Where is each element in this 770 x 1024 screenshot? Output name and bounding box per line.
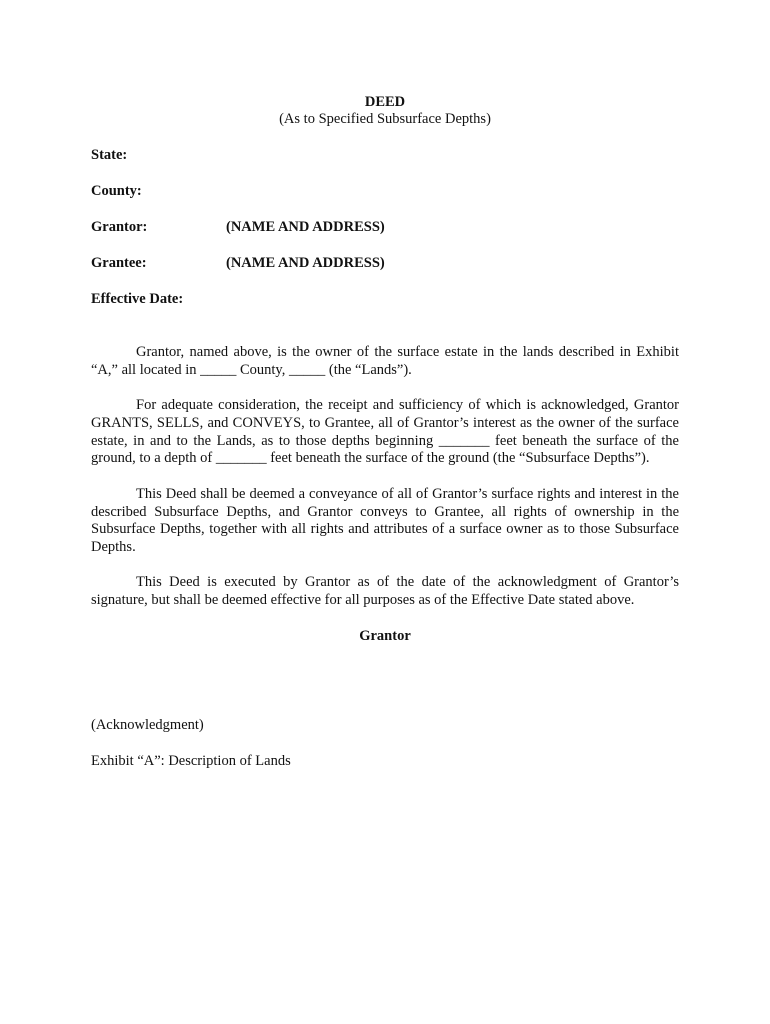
field-state xyxy=(91,147,679,164)
deed-document xyxy=(91,94,679,789)
field-grantor xyxy=(91,219,679,236)
county-label: County: xyxy=(91,183,142,199)
grantee-value: (NAME AND ADDRESS) xyxy=(226,255,385,271)
field-grantee xyxy=(91,255,679,272)
grantee-label: Grantee: xyxy=(91,255,147,271)
paragraph-execution: This Deed is executed by Grantor as of the date of the acknowledgment of Grantor’s signature, but shall be deemed effective for all purposes as of the Effective Date stated above. xyxy=(91,574,679,609)
state-label: State: xyxy=(91,147,128,163)
paragraph-conveyance: For adequate consideration, the receipt and sufficiency of which is acknowledged, Grantor GRANTS, SELLS, and CONVEYS, to Grantee, all of Grantor’s interest as the owner of the surface estate, in and to the Lands, as to those depths beginning _______ feet beneath the surface of the ground, to a depth of _______ feet beneath the surface of the ground (the “Subsurface Depths”). xyxy=(91,397,679,467)
county-value xyxy=(226,183,679,200)
paragraph-rights: This Deed shall be deemed a conveyance of all of Grantor’s surface rights and interest in the described Subsurface Depths, and Grantor conveys to Grantee, all rights of ownership in the Subsurface Depths, together with all rights and attributes of a surface owner as to those Subsurface Depths. xyxy=(91,485,679,556)
effective-date-label: Effective Date: xyxy=(91,291,184,307)
grantor-label: Grantor: xyxy=(91,219,148,235)
document-title: DEED xyxy=(364,94,406,110)
exhibit-text: Exhibit “A”: Description of Lands xyxy=(91,752,291,769)
state-value xyxy=(226,147,679,164)
acknowledgment-text: (Acknowledgment) xyxy=(91,716,204,733)
section-spacer xyxy=(91,327,679,344)
field-county xyxy=(91,183,679,200)
signature-heading: Grantor xyxy=(359,627,411,644)
document-subtitle: (As to Specified Subsurface Depths) xyxy=(279,111,491,127)
field-effective-date xyxy=(91,291,679,308)
effective-date-value xyxy=(226,291,679,308)
paragraph-ownership: Grantor, named above, is the owner of the surface estate in the lands described in Exhibit “A,” all located in _____ County, _____ (the “Lands”). xyxy=(91,344,679,378)
grantor-value: (NAME AND ADDRESS) xyxy=(226,219,385,235)
